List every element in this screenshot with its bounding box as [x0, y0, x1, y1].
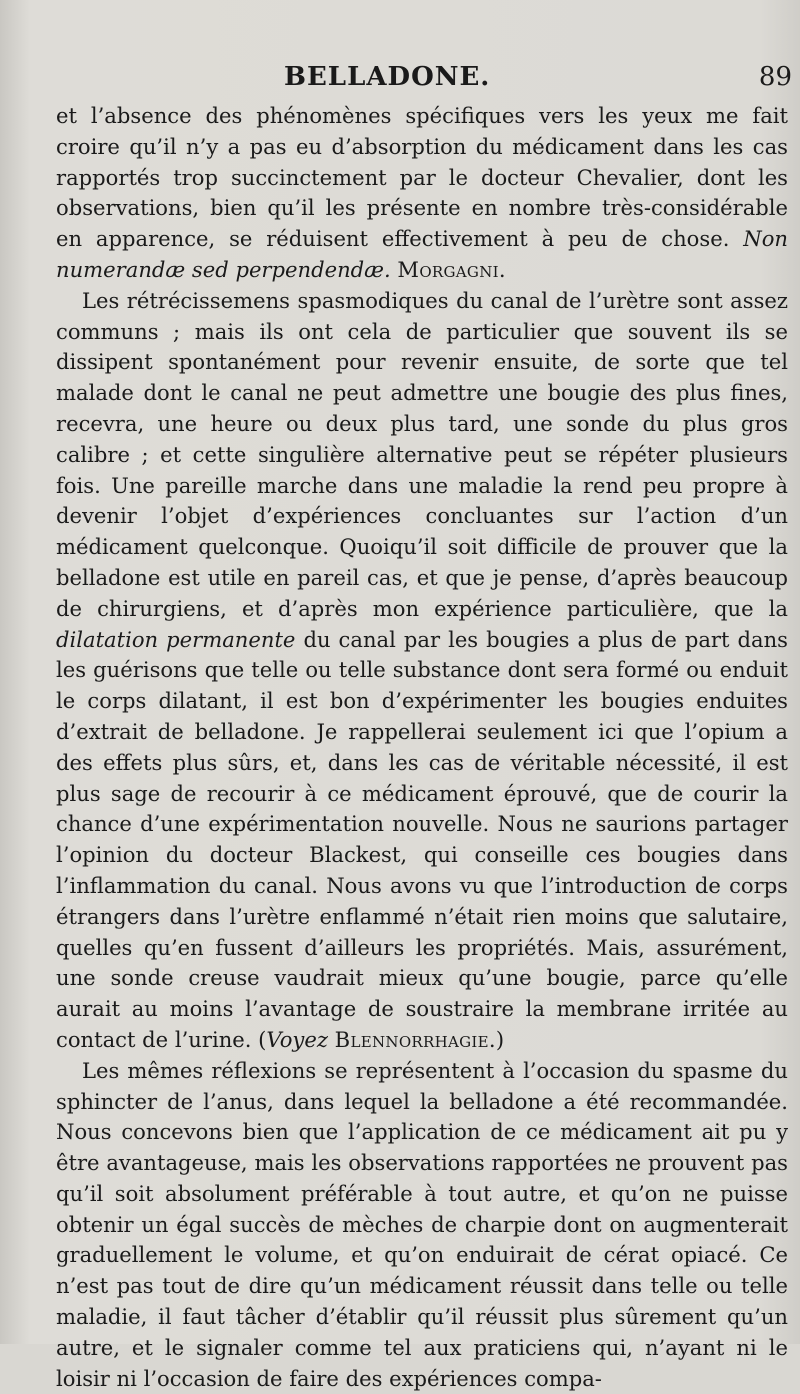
paragraph-1	[56, 101, 788, 286]
running-head	[56, 62, 796, 106]
paragraph-2	[56, 286, 788, 1056]
running-title: BELLADONE.	[284, 62, 491, 92]
paragraph-2-text-b: du canal par les bougies a plus de part dans les guérisons que telle ou telle substance dont sera formé ou enduit le corps dilatant, il est bon d’expérimenter les bougies enduites d’extrait de belladone. Je rappellerai seulement ici que l’opium a des effets plus sûrs, et, dans les cas de véritable nécessité, il est plus sage de recourir à ce médicament éprouvé, que de courir la chance d’une expérimentation nouvelle. Nous ne saurions partager l’opinion du docteur Blackest, qui conseille ces bougies dans l’inflammation du canal. Nous avons vu que l’introduction de corps étrangers dans l’urètre enflammé n’était rien moins que salutaire, quelles qu’en fussent d’ailleurs les propriétés. Mais, assurément, une sonde creuse vaudrait mieux qu’une bougie, parce qu’elle aurait au moins l’avantage de soustraire la membrane irritée au contact de l’urine. (	[56, 626, 788, 1052]
latin-quote: Non numerandæ sed perpendendæ.	[56, 226, 788, 282]
paragraph-2-text-c: )	[495, 1026, 505, 1052]
paragraph-1-text: et l’absence des phénomènes spécifiques vers les yeux me fait croire qu’il n’y a pas eu d’absorption du médicament dans les cas rapportés trop succinctement par le docteur Chevalier, dont les observations, bien qu’il les présente en nombre très-considérable en apparence, se réduisent effectivement à peu de chose.	[56, 103, 788, 252]
paragraph-3-text: Les mêmes réflexions se représentent à l’occasion du spasme du sphincter de l’anus, dans lequel la belladone a été recommandée. Nous concevons bien que l’application de ce médicament ait pu y être avantageuse, mais les observations rapportées ne prouvent pas qu’il soit absolument préférable à tout autre, et qu’on ne puisse obtenir un égal succès de mèches de charpie dont on augmenterait graduellement le volume, et qu’on enduirait de cérat opiacé. Ce n’est pas tout de dire qu’un médicament réussit dans telle ou telle maladie, il faut tâcher d’établir qu’il réussit plus sûrement qu’un autre, et le signaler comme tel aux praticiens qui, n’ayant ni le loisir ni l’occasion de faire des expériences compa-	[56, 1057, 788, 1391]
body-text	[56, 101, 788, 1394]
cross-reference: Blennorrhagie.	[334, 1026, 496, 1052]
paragraph-2-text-a: Les rétrécissemens spasmodiques du canal de l’urètre sont assez communs ; mais ils ont cela de particulier que souvent ils se dissipent spontanément pour revenir ensuite, de sorte que tel malade dont le canal ne peut admettre une bougie des plus fines, recevra, une heure ou deux plus tard, une sonde du plus gros calibre ; et cette singulière alternative peut se répéter plusieurs fois. Une pareille marche dans une maladie la rend peu propre à devenir l’objet d’expériences concluantes sur l’action d’un médicament quelconque. Quoiqu’il soit difficile de prouver que la belladone est utile en pareil cas, et que je pense, d’après beaucoup de chirurgiens, et d’après mon expérience particulière, que la	[56, 287, 788, 621]
see-also-label: Voyez	[266, 1026, 328, 1052]
paragraph-3	[56, 1056, 788, 1394]
italic-term: dilatation permanente	[56, 626, 296, 652]
page-number: 89	[758, 62, 792, 92]
author-citation: Morgagni.	[397, 256, 506, 282]
